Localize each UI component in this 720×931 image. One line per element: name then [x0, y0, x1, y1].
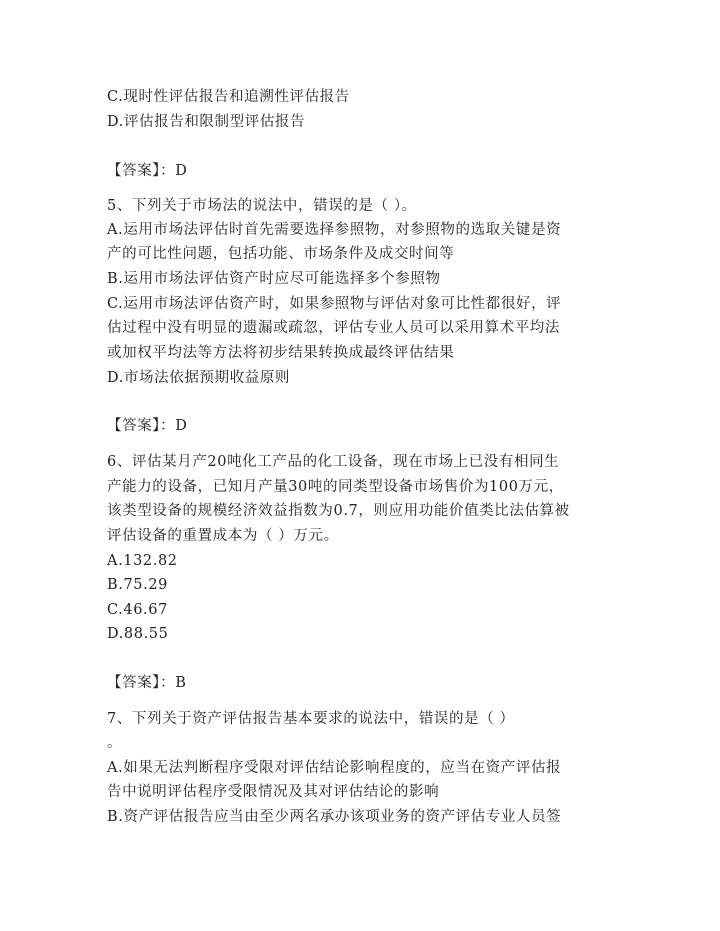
question-6-line3: 该类型设备的规模经济效益指数为0.7，则应用功能价值类比法估算被 [107, 503, 570, 519]
option-a-q5-line1: A.运用市场法评估时首先需要选择参照物，对参照物的选取关键是资 [107, 222, 562, 238]
option-b-q7-line1: B.资产评估报告应当由至少两名承办该项业务的资产评估专业人员签 [107, 809, 562, 825]
option-d-q5: D.市场法依据预期收益原则 [107, 370, 291, 386]
question-6-line2: 产能力的设备，已知月产量30吨的同类型设备市场售价为100万元， [107, 479, 564, 495]
answer-q5: 【答案】：D [107, 418, 188, 434]
option-c-q5-line3: 或加权平均法等方法将初步结果转换成最终评估结果 [107, 345, 455, 361]
option-a-q7-line2: 告中说明评估程序受限情况及其对评估结论的影响 [107, 784, 440, 800]
question-5: 5、下列关于市场法的说法中，错误的是（ ）。 [107, 198, 417, 214]
answer-q6: 【答案】：B [107, 675, 187, 691]
option-d-q4: D.评估报告和限制型评估报告 [107, 114, 306, 130]
option-c-q6: C.46.67 [107, 602, 168, 618]
question-6-line1: 6、评估某月产20吨化工产品的化工设备，现在市场上已没有相同生 [107, 454, 560, 470]
question-6-line4: 评估设备的重置成本为（ ）万元。 [107, 528, 339, 544]
option-b-q6: B.75.29 [107, 577, 168, 593]
question-7-line2: 。 [107, 735, 123, 751]
answer-q4: 【答案】：D [107, 163, 188, 179]
question-7-line1: 7、下列关于资产评估报告基本要求的说法中，错误的是（ ） [107, 711, 515, 727]
option-c-q5-line1: C.运用市场法评估资产时，如果参照物与评估对象可比性都很好，评 [107, 296, 562, 312]
option-a-q6: A.132.82 [107, 553, 178, 569]
option-c-q5-line2: 估过程中没有明显的遗漏或疏忽，评估专业人员可以采用算术平均法 [107, 320, 560, 336]
option-a-q7-line1: A.如果无法判断程序受限对评估结论影响程度的，应当在资产评估报 [107, 760, 562, 776]
option-b-q5: B.运用市场法评估资产时应尽可能选择多个参照物 [107, 271, 441, 287]
option-d-q6: D.88.55 [107, 626, 169, 642]
option-a-q5-line2: 产的可比性问题，包括功能、市场条件及成交时间等 [107, 246, 455, 262]
option-c-q4: C.现时性评估报告和追溯性评估报告 [107, 89, 350, 105]
